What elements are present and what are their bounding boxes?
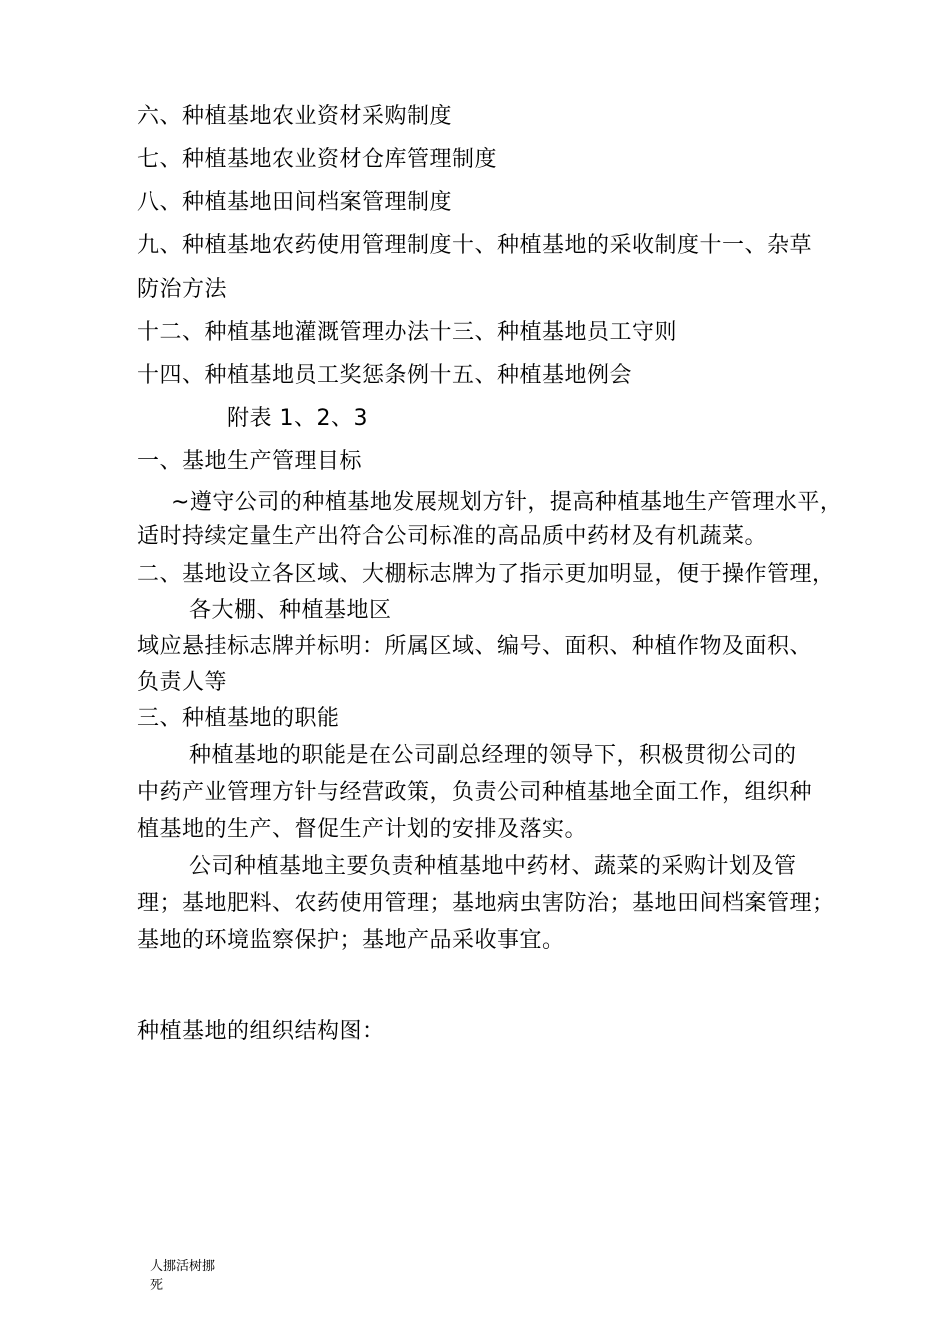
section-1-heading: 一、基地生产管理目标 [137, 449, 363, 474]
footer-note-line-1: 人挪活树挪 [150, 1259, 216, 1274]
toc-item-11-cont: 防治方法 [137, 277, 228, 302]
section-3-para-2-line-2: 理；基地肥料、农药使用管理；基地病虫害防治；基地田间档案管理； [137, 891, 835, 916]
section-2-body-line-1: 各大棚、种植基地区 [189, 598, 392, 623]
toc-item-8: 八、种植基地田间档案管理制度 [137, 190, 453, 215]
toc-item-7: 七、种植基地农业资材仓库管理制度 [137, 147, 498, 172]
section-2-heading: 二、基地设立各区域、大棚标志牌为了指示更加明显，便于操作管理， [137, 562, 835, 587]
toc-appendix: 附表 1、2、3 [227, 406, 368, 431]
section-3-heading: 三、种植基地的职能 [137, 706, 340, 731]
section-3-para-1-line-3: 植基地的生产、督促生产计划的安排及落实。 [137, 817, 588, 842]
org-chart-caption: 种植基地的组织结构图： [137, 1019, 385, 1044]
section-3-para-1-line-2: 中药产业管理方针与经营政策，负责公司种植基地全面工作，组织种 [137, 780, 813, 805]
toc-item-12-13: 十二、种植基地灌溉管理办法十三、种植基地员工守则 [137, 320, 678, 345]
section-2-body-line-3: 负责人等 [137, 670, 228, 695]
section-2-body-line-2: 域应悬挂标志牌并标明：所属区域、编号、面积、种植作物及面积、 [137, 634, 813, 659]
section-1-body-line-1: ~遵守公司的种植基地发展规划方针，提高种植基地生产管理水平， [171, 490, 843, 515]
toc-item-6: 六、种植基地农业资材采购制度 [137, 104, 453, 129]
toc-item-14-15: 十四、种植基地员工奖惩条例十五、种植基地例会 [137, 363, 633, 388]
footer-note-line-2: 死 [150, 1278, 164, 1293]
section-3-para-1-line-1: 种植基地的职能是在公司副总经理的领导下，积极贯彻公司的 [189, 743, 797, 768]
toc-item-9-11: 九、种植基地农药使用管理制度十、种植基地的采收制度十一、杂草 [137, 233, 813, 258]
section-3-para-2-line-1: 公司种植基地主要负责种植基地中药材、蔬菜的采购计划及管 [189, 854, 797, 879]
section-1-body-line-2: 适时持续定量生产出符合公司标准的高品质中药材及有机蔬菜。 [137, 524, 768, 549]
section-3-para-2-line-3: 基地的环境监察保护；基地产品采收事宜。 [137, 928, 565, 953]
